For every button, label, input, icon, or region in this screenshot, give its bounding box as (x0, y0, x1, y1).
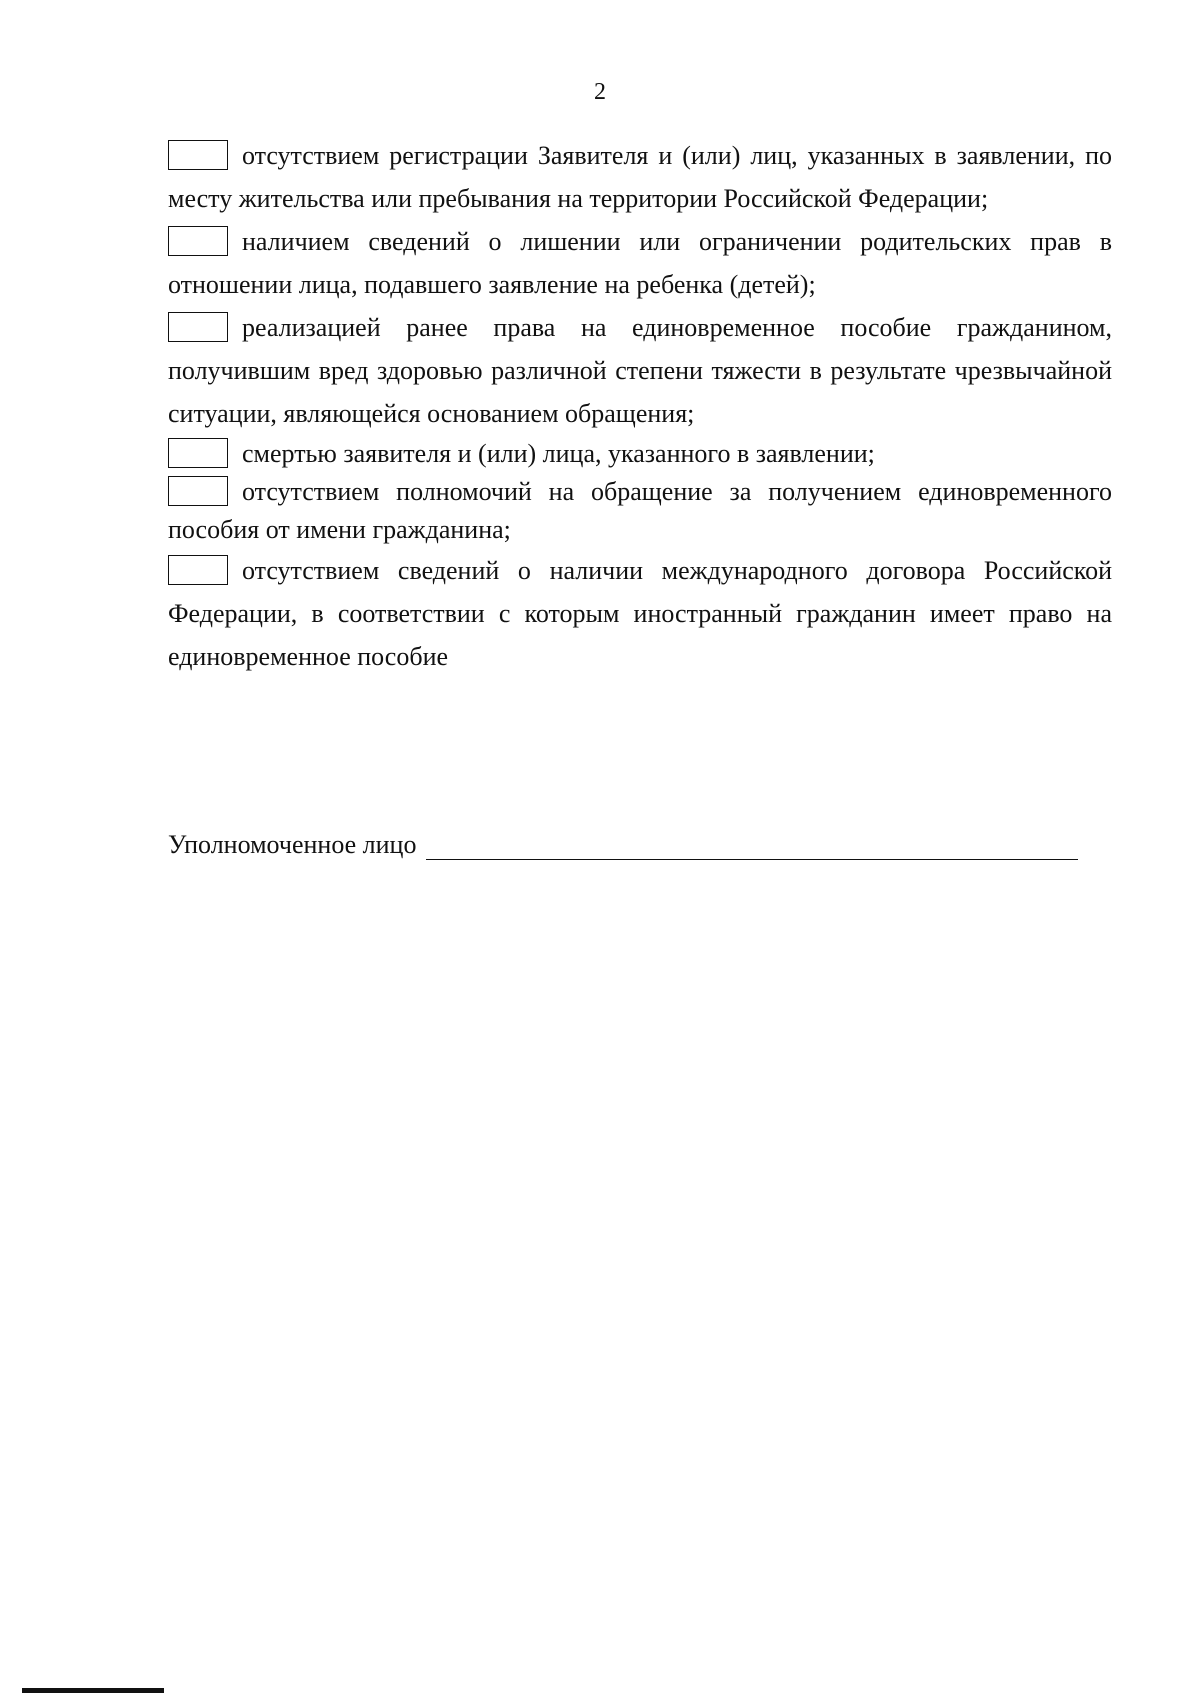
reason-text: смертью заявителя и (или) лица, указанного в заявлении; (242, 439, 875, 468)
reason-item-prior-benefit (168, 306, 1112, 435)
reason-checkbox[interactable] (168, 555, 228, 585)
reason-item-parental-rights (168, 220, 1112, 306)
signature-field[interactable] (426, 835, 1078, 860)
reasons-list (168, 134, 1112, 678)
reason-checkbox[interactable] (168, 312, 228, 342)
reason-checkbox[interactable] (168, 140, 228, 170)
reason-text: наличием сведений о лишении или ограничении родительских прав в отношении лица, подавшего заявление на ребенка (детей); (168, 227, 1112, 299)
reason-checkbox[interactable] (168, 476, 228, 506)
reason-text: отсутствием полномочий на обращение за получением единовременного пособия от имени гражданина; (168, 477, 1112, 544)
reason-item-death (168, 435, 1112, 473)
reason-item-international-treaty (168, 549, 1112, 678)
signature-label: Уполномоченное лицо (168, 830, 417, 859)
reason-text: реализацией ранее права на единовременное пособие гражданином, получившим вред здоровью различной степени тяжести в результате чрезвычайной ситуации, являющейся основанием обращения; (168, 313, 1112, 428)
signature-row (168, 830, 1078, 860)
reason-checkbox[interactable] (168, 438, 228, 468)
reason-text: отсутствием сведений о наличии международного договора Российской Федерации, в соответствии с которым иностранный гражданин имеет право на единовременное пособие (168, 556, 1112, 671)
scan-mark (22, 1688, 164, 1693)
reason-text: отсутствием регистрации Заявителя и (или) лиц, указанных в заявлении, по месту жительства или пребывания на территории Российской Федерации; (168, 141, 1112, 213)
page-number: 2 (594, 79, 606, 105)
reason-item-no-authority (168, 473, 1112, 549)
reason-item-registration (168, 134, 1112, 220)
reason-checkbox[interactable] (168, 226, 228, 256)
